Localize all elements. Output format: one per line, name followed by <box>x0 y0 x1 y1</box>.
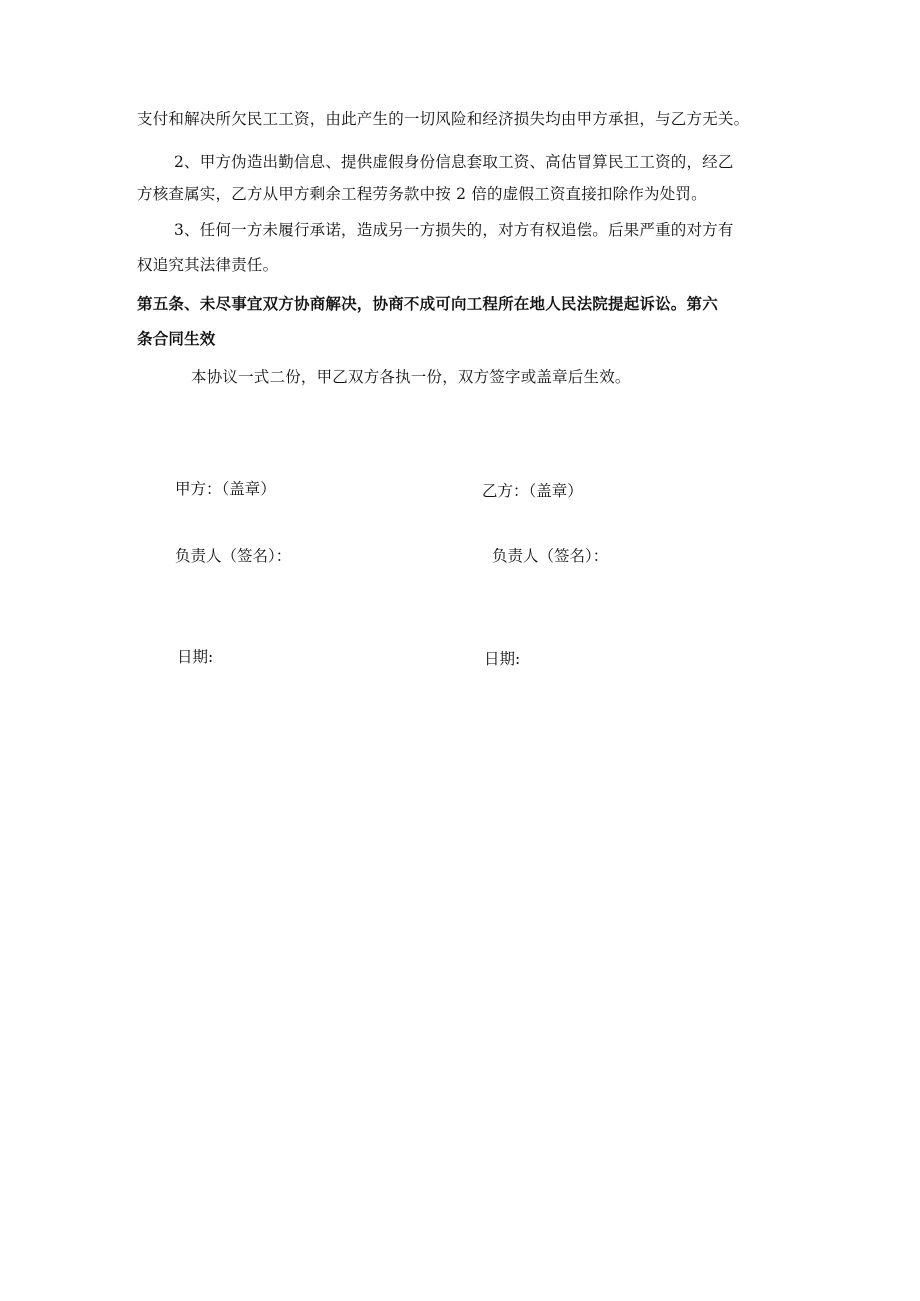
clause-2-line-2: 方核查属实，乙方从甲方剩余工程劳务款中按 2 倍的虚假工资直接扣除作为处罚。 <box>137 185 707 203</box>
article-5-heading-line-2: 条合同生效 <box>137 330 216 348</box>
clause-3-line-2: 权追究其法律责任。 <box>137 256 279 274</box>
clause-2-line-1: 2、甲方伪造出勤信息、提供虚假身份信息套取工资、高估冒算民工工资的，经乙 <box>174 153 734 171</box>
party-b-seal-label: 乙方：（盖章） <box>482 482 583 500</box>
party-a-person-label: 负责人（签名）： <box>175 547 292 565</box>
party-a-date-label: 日期: <box>177 648 214 666</box>
party-a-seal-label: 甲方：（盖章） <box>175 480 276 498</box>
clause-3-line-1: 3、任何一方未履行承诺，造成另一方损失的，对方有权追偿。后果严重的对方有 <box>174 221 734 239</box>
paragraph-line: 支付和解决所欠民工工资，由此产生的一切风险和经济损失均由甲方承担，与乙方无关。 <box>137 110 750 128</box>
effect-clause: 本协议一式二份，甲乙双方各执一份，双方签字或盖章后生效。 <box>191 368 631 386</box>
article-5-heading-line-1: 第五条、未尽事宜双方协商解决，协商不成可向工程所在地人民法院提起诉讼。第六 <box>137 295 718 313</box>
party-b-date-label: 日期: <box>484 650 521 668</box>
party-b-person-label: 负责人（签名）： <box>492 547 609 565</box>
